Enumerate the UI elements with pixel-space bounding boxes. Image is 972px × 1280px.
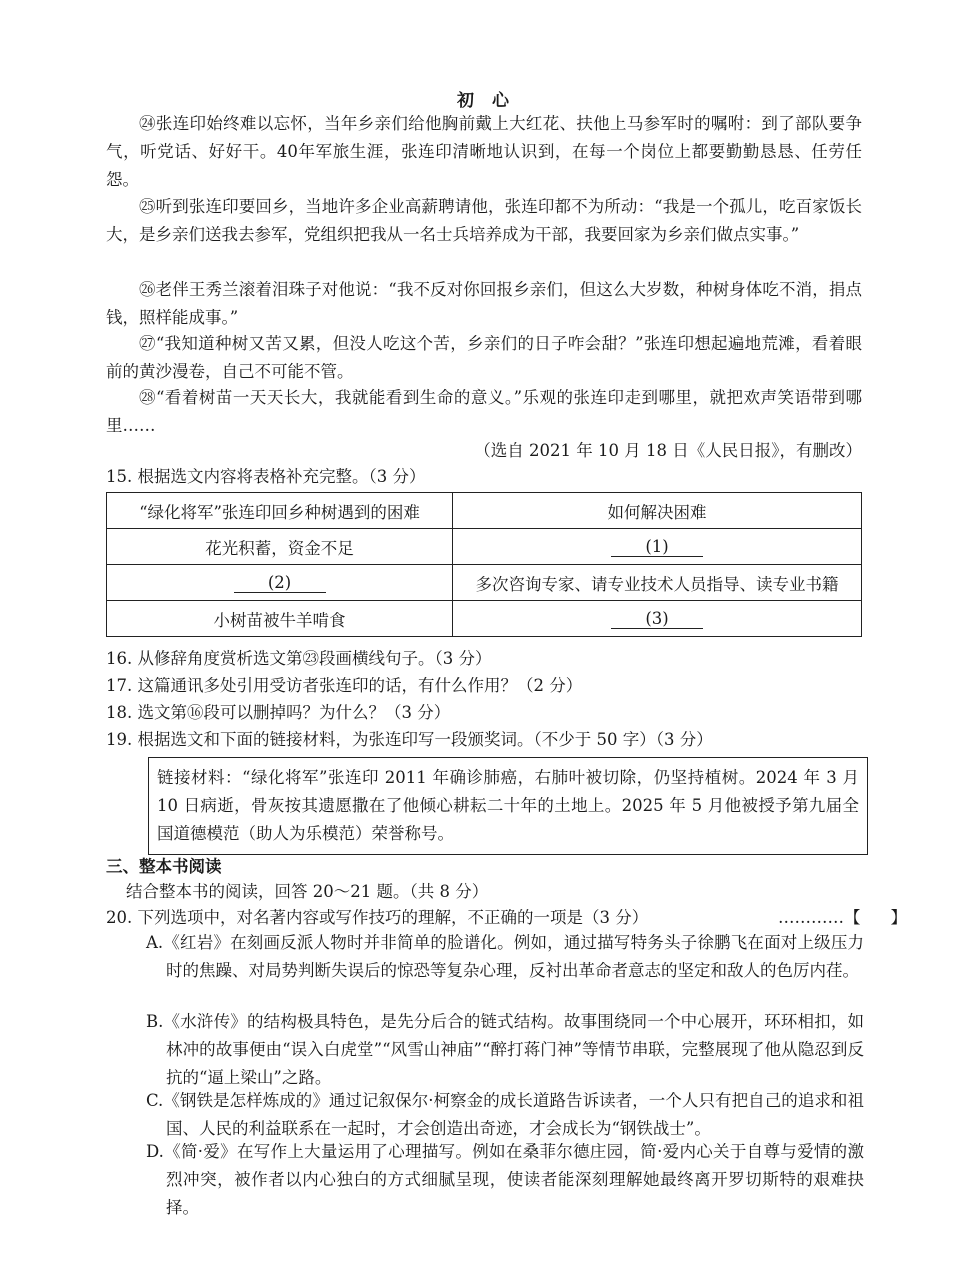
option-a (146, 929, 864, 985)
paragraph-28 (106, 384, 862, 440)
paragraph-text: 张连印始终难以忘怀，当年乡亲们给他胸前戴上大红花、扶他上马参军时的嘱咐：到了部队要争气，听党话、好好干。40年军旅生涯，张连印清晰地认识到，在每一个岗位上都要勤勤恳恳、任劳任怨。 (106, 114, 863, 189)
section-heading: 三、整本书阅读 (106, 857, 222, 876)
table-row (107, 529, 862, 565)
option-b (146, 1008, 864, 1092)
paragraph-24 (106, 110, 862, 194)
answer-bracket-close: 】 (890, 908, 907, 927)
paragraph-text: 听到张连印要回乡，当地许多企业高薪聘请他，张连印都不为所动：“我是一个孤儿，吃百家饭长大，是乡亲们送我去参军，党组织把我从一名士兵培养成为干部，我要回家为乡亲们做点实事。” (106, 197, 863, 244)
paragraph-text: 老伴王秀兰滚着泪珠子对他说：“我不反对你回报乡亲们，但这么大岁数，种树身体吃不消，捐点钱，照样能成事。” (106, 280, 863, 327)
paragraph-26 (106, 276, 862, 332)
paragraph-25 (106, 193, 862, 249)
question-16: 16. 从修辞角度赏析选文第㉓段画横线句子。（3 分） (106, 649, 492, 668)
option-text: 《简·爱》在写作上大量运用了心理描写。例如在桑菲尔德庄园，简·爱内心关于自尊与爱情的激烈冲突，被作者以内心独白的方式细腻呈现，使读者能深刻理解她最终离开罗切斯特的艰难抉择。 (163, 1142, 864, 1217)
article-source: （选自 2021 年 10 月 18 日《人民日报》，有删改） (474, 441, 862, 460)
paragraph-text: “看着树苗一天天长大，我就能看到生命的意义。”乐观的张连印走到哪里，就把欢声笑语带到哪里…… (106, 388, 862, 435)
option-label: A. (146, 933, 164, 952)
section-intro: 结合整本书的阅读，回答 20～21 题。（共 8 分） (126, 882, 489, 901)
answer-blank-1[interactable]: (1) (611, 537, 703, 557)
answer-blank-3[interactable]: (3) (611, 609, 703, 629)
question-20-text: 20. 下列选项中，对名著内容或写作技巧的理解，不正确的一项是（3 分） (106, 908, 649, 927)
option-text: 《水浒传》的结构极具特色，是先分后合的链式结构。故事围绕同一个中心展开，环环相扣，如林冲的故事便由“误入白虎堂”“风雪山神庙”“醉打蒋门神”等情节串联，完整展现了他从隐忍到反抗的“逼上梁山”之路。 (163, 1012, 864, 1087)
table-row (107, 565, 862, 601)
paragraph-number: ㉖ (139, 280, 156, 299)
option-d (146, 1138, 864, 1222)
table-cell: 多次咨询专家、请专业技术人员指导、读专业书籍 (453, 565, 862, 601)
paragraph-27 (106, 330, 862, 386)
question-20 (106, 904, 907, 931)
option-label: C. (146, 1091, 164, 1110)
table-cell[interactable] (453, 529, 862, 565)
table-header-cell: “绿化将军”张连印回乡种树遇到的困难 (107, 493, 453, 529)
table-cell[interactable] (453, 601, 862, 637)
answer-blank-2[interactable]: (2) (234, 573, 326, 593)
link-material-box: 链接材料：“绿化将军”张连印 2011 年确诊肺癌，右肺叶被切除，仍坚持植树。2024 年 3 月 10 日病逝，骨灰按其遗愿撒在了他倾心耕耘二十年的土地上。2025 年 5 月他被授予第九届全国道德模范（助人为乐模范）荣誉称号。 (148, 757, 868, 855)
option-c (146, 1087, 864, 1143)
question-18: 18. 选文第⑯段可以删掉吗？为什么？（3 分） (106, 703, 451, 722)
table-cell: 花光积蓄，资金不足 (107, 529, 453, 565)
table-row (107, 601, 862, 637)
question-17: 17. 这篇通讯多处引用受访者张连印的话，有什么作用？（2 分） (106, 676, 583, 695)
question-15: 15. 根据选文内容将表格补充完整。（3 分） (106, 467, 426, 486)
table-cell[interactable] (107, 565, 453, 601)
option-text: 《红岩》在刻画反派人物时并非简单的脸谱化。例如，通过描写特务头子徐鹏飞在面对上级压力时的焦躁、对局势判断失误后的惊恐等复杂心理，反衬出革命者意志的坚定和敌人的色厉内荏。 (163, 933, 864, 980)
table-header-row (107, 493, 862, 529)
paragraph-number: ㉗ (139, 334, 156, 353)
answer-bracket[interactable] (778, 904, 907, 931)
option-text: 《钢铁是怎样炼成的》通过记叙保尔·柯察金的成长道路告诉读者，一个人只有把自己的追求和祖国、人民的利益联系在一起时，才会创造出奇迹，才会成长为“钢铁战士”。 (163, 1091, 864, 1138)
table-header-cell: 如何解决困难 (453, 493, 862, 529)
option-label: B. (146, 1012, 164, 1031)
question-19: 19. 根据选文和下面的链接材料，为张连印写一段颁奖词。（不少于 50 字）（3 分） (106, 730, 713, 749)
paragraph-number: ㉕ (139, 197, 156, 216)
paragraph-number: ㉘ (139, 388, 156, 407)
paragraph-text: “我知道种树又苦又累，但没人吃这个苦，乡亲们的日子咋会甜？”张连印想起遍地荒滩，看着眼前的黄沙漫卷，自己不可能不管。 (106, 334, 863, 381)
paragraph-number: ㉔ (139, 114, 156, 133)
option-label: D. (146, 1142, 164, 1161)
answer-dots: …………【 (778, 908, 861, 927)
table-cell: 小树苗被牛羊啃食 (107, 601, 453, 637)
article-title: 初 心 (457, 91, 515, 111)
question-15-table (106, 492, 862, 637)
